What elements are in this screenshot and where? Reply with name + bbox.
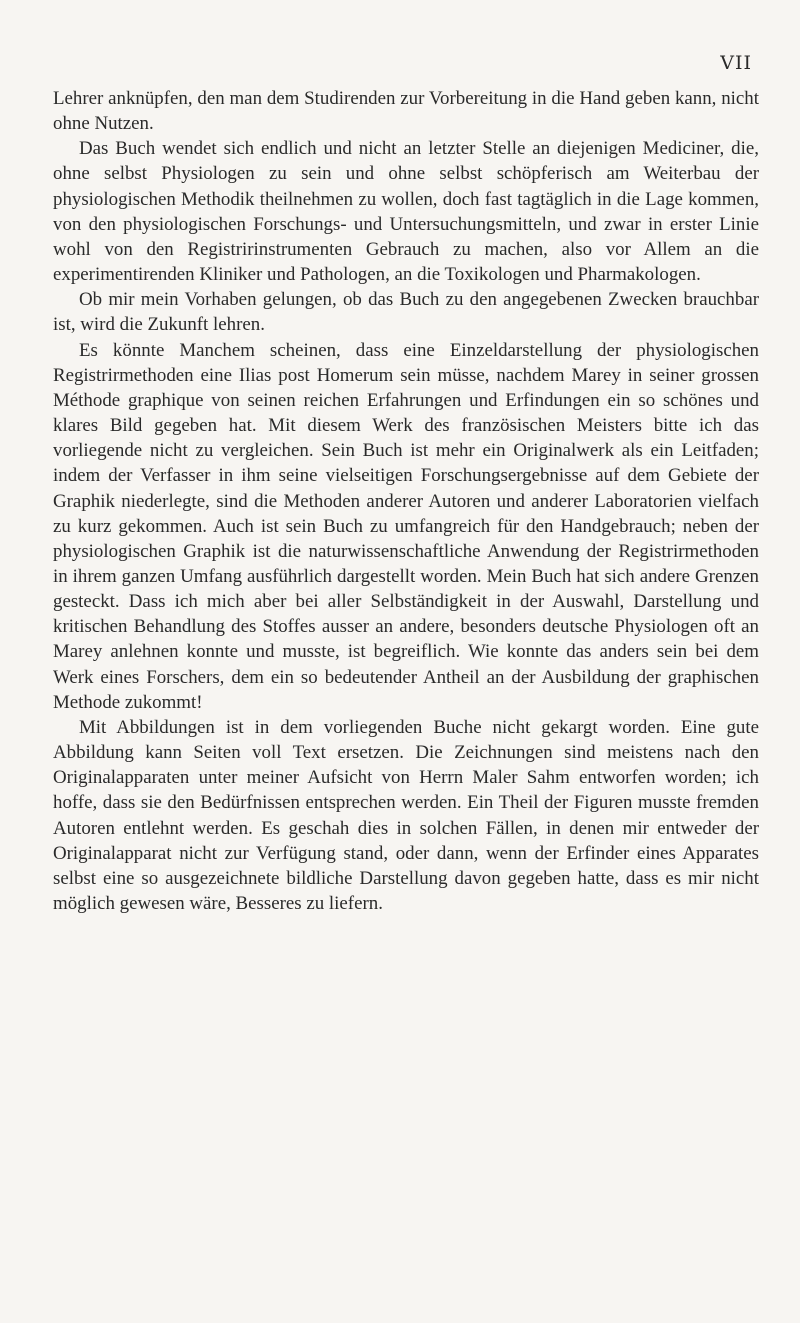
paragraph-1: Lehrer anknüpfen, den man dem Studirenden zur Vorbereitung in die Hand geben kann, nicht ohne Nutzen. xyxy=(53,88,759,135)
paragraph-3: Ob mir mein Vorhaben gelungen, ob das Buch zu den angegebenen Zwecken brauchbar ist, wird die Zukunft lehren. xyxy=(53,289,759,336)
paragraph-5: Mit Abbildungen ist in dem vorliegenden Buche nicht gekargt worden. Eine gute Abbildung kann Seiten voll Text ersetzen. Die Zeichnungen sind meistens nach den Originalapparaten unter meiner Aufsicht von Herrn Maler Sahm entworfen worden; ich hoffe, dass sie den Bedürfnissen entsprechen werden. Ein Theil der Figuren musste fremden Autoren entlehnt werden. Es geschah dies in solchen Fällen, in denen mir entweder der Originalapparat nicht zur Verfügung stand, oder dann, wenn der Erfinder eines Apparates selbst eine so ausgezeichnete bildliche Darstellung davon gegeben hatte, dass es mir nicht möglich gewesen wäre, Besseres zu liefern. xyxy=(53,716,759,914)
paragraph-4: Es könnte Manchem scheinen, dass eine Einzeldarstellung der physiologischen Registrirmethoden eine Ilias post Homerum sein müsse, nachdem Marey in seiner grossen Méthode graphique von seinen reichen Erfahrungen und Erfindungen ein so schönes und klares Bild gegeben hat. Mit diesem Werk des französischen Meisters bitte ich das vorliegende nicht zu vergleichen. Sein Buch ist mehr ein Originalwerk als ein Leitfaden; indem der Verfasser in ihm seine vielseitigen Forschungsergebnisse auf dem Gebiete der Graphik niederlegte, sind die Methoden anderer Autoren und anderer Laboratorien vielfach zu kurz gekommen. Auch ist sein Buch zu umfangreich für den Handgebrauch; neben der physiologischen Graphik ist die naturwissenschaftliche Anwendung der Registrirmethoden in ihrem ganzen Umfang ausführlich dargestellt worden. Mein Buch hat sich andere Grenzen gesteckt. Dass ich mich aber bei aller Selbständigkeit in der Auswahl, Darstellung und kritischen Behandlung des Stoffes ausser an andere, besonders deutsche Physiologen oft an Marey anlehnen konnte und musste, ist begreiflich. Wie konnte das anders sein bei dem Werk eines Forschers, dem ein so bedeutender Antheil an der Ausbildung der graphischen Methode zukommt! xyxy=(53,339,759,713)
page-number: VII xyxy=(720,52,752,74)
body-text xyxy=(53,86,759,916)
paragraph-2: Das Buch wendet sich endlich und nicht an letzter Stelle an diejenigen Mediciner, die, ohne selbst Physiologen zu sein und ohne selbst schöpferisch am Weiterbau der physiologischen Methodik theilnehmen zu wollen, doch fast tagtäglich in die Lage kommen, von den physiologischen Forschungs- und Untersuchungsmitteln, und zwar in erster Linie wohl von den Registririnstrumenten Gebrauch zu machen, also vor Allem an die experimentirenden Kliniker und Pathologen, an die Toxikologen und Pharmakologen. xyxy=(53,138,759,286)
